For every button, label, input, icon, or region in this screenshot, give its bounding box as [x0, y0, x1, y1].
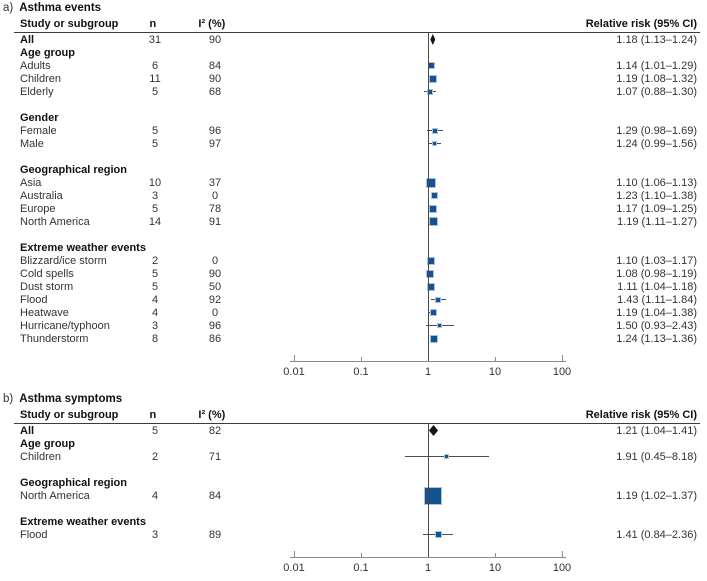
row-plot-cell	[255, 189, 595, 202]
row-n-value: 11	[149, 72, 161, 85]
row-label: Asia	[20, 176, 42, 189]
row-plot-cell	[255, 306, 595, 319]
row-plot-cell	[255, 437, 595, 450]
x-axis-tick-label: 0.1	[353, 366, 369, 378]
subgroup-header-row	[0, 111, 707, 124]
row-plot-cell	[255, 267, 595, 280]
subgroup-header-row	[0, 46, 707, 59]
panel-asthma-symptoms	[0, 391, 707, 581]
panel-title	[0, 391, 707, 407]
row-rr-text: 1.10 (1.06–1.13)	[616, 176, 697, 189]
row-plot-cell	[255, 463, 595, 476]
row-i2-value: 84	[208, 489, 222, 502]
row-label: All	[20, 424, 35, 437]
row-label: Blizzard/ice storm	[20, 254, 107, 267]
x-axis	[0, 541, 707, 581]
x-axis-tick-label: 10	[488, 366, 502, 378]
column-header-study: Study or subgroup	[20, 17, 119, 30]
row-plot-cell	[255, 176, 595, 189]
row-n-value: 5	[151, 85, 159, 98]
forest-row	[0, 528, 707, 541]
column-header-n: n	[149, 408, 157, 421]
summary-diamond-marker	[429, 425, 438, 436]
forest-row	[0, 293, 707, 306]
row-plot-cell	[255, 124, 595, 137]
weight-square-marker	[444, 454, 449, 459]
weight-square-marker	[429, 217, 438, 226]
row-label: Australia	[20, 189, 63, 202]
row-plot-cell	[255, 85, 595, 98]
subgroup-header-row	[0, 163, 707, 176]
forest-row	[0, 85, 707, 98]
forest-row	[0, 189, 707, 202]
row-plot-cell	[255, 515, 595, 528]
row-n-value: 5	[151, 280, 159, 293]
row-plot-cell	[255, 528, 595, 541]
row-plot-cell	[255, 228, 595, 241]
row-i2-value: 96	[208, 319, 222, 332]
row-label: Extreme weather events	[20, 515, 146, 528]
row-rr-text: 1.18 (1.13–1.24)	[616, 33, 697, 46]
row-rr-text: 1.24 (1.13–1.36)	[616, 332, 697, 345]
row-n-value: 2	[151, 450, 159, 463]
row-plot-cell	[255, 33, 595, 46]
row-i2-value: 82	[208, 424, 222, 437]
row-n-value: 3	[151, 319, 159, 332]
row-rr-text: 1.14 (1.01–1.29)	[616, 59, 697, 72]
row-i2-value: 96	[208, 124, 222, 137]
panel-body	[0, 33, 707, 385]
row-label: Children	[20, 72, 61, 85]
subgroup-header-row	[0, 476, 707, 489]
row-plot-cell	[255, 254, 595, 267]
panel-title-text: Asthma symptoms	[19, 393, 123, 405]
row-i2-value: 90	[208, 267, 222, 280]
subgroup-header-row	[0, 241, 707, 254]
row-plot-cell	[255, 215, 595, 228]
row-n-value: 4	[151, 489, 159, 502]
row-plot-cell	[255, 202, 595, 215]
x-axis-tick	[294, 355, 295, 361]
row-label: Dust storm	[20, 280, 74, 293]
row-i2-value: 0	[211, 306, 219, 319]
forest-row	[0, 280, 707, 293]
panel-title	[0, 0, 707, 16]
row-label: Extreme weather events	[20, 241, 146, 254]
forest-row	[0, 267, 707, 280]
row-plot-cell	[255, 241, 595, 254]
column-header-row	[0, 407, 707, 422]
forest-row	[0, 137, 707, 150]
forest-row	[0, 176, 707, 189]
row-label: Heatwave	[20, 306, 69, 319]
weight-square-marker	[437, 323, 442, 328]
row-n-value: 10	[148, 176, 162, 189]
weight-square-marker	[428, 62, 435, 69]
row-rr-text: 1.21 (1.04–1.41)	[616, 424, 697, 437]
row-label: North America	[20, 215, 90, 228]
row-rr-text: 1.19 (1.02–1.37)	[616, 489, 697, 502]
row-i2-value: 90	[208, 33, 222, 46]
forest-row	[0, 319, 707, 332]
row-rr-text: 1.29 (0.98–1.69)	[616, 124, 697, 137]
row-label: Geographical region	[20, 476, 127, 489]
row-label: Male	[20, 137, 44, 150]
forest-row	[0, 72, 707, 85]
x-axis-tick-label: 100	[552, 366, 572, 378]
spacer-row	[0, 150, 707, 163]
row-label: Children	[20, 450, 61, 463]
row-n-value: 5	[151, 267, 159, 280]
x-axis-tick-label: 1	[424, 366, 432, 378]
panel-letter: a)	[3, 2, 14, 14]
subgroup-header-row	[0, 437, 707, 450]
row-i2-value: 50	[208, 280, 222, 293]
column-header-rr: Relative risk (95% CI)	[585, 408, 697, 421]
row-i2-value: 97	[208, 137, 222, 150]
row-n-value: 3	[151, 189, 159, 202]
x-axis-tick-label: 10	[488, 562, 502, 574]
forest-row	[0, 306, 707, 319]
row-label: Elderly	[20, 85, 54, 98]
row-i2-value: 89	[208, 528, 222, 541]
weight-square-marker	[435, 297, 441, 303]
row-rr-text: 1.23 (1.10–1.38)	[616, 189, 697, 202]
row-i2-value: 78	[208, 202, 222, 215]
forest-row	[0, 59, 707, 72]
spacer-row	[0, 463, 707, 476]
row-label: Adults	[20, 59, 51, 72]
weight-square-marker	[432, 128, 438, 134]
column-header-i2: I² (%)	[198, 17, 226, 30]
row-rr-text: 1.07 (0.88–1.30)	[616, 85, 697, 98]
column-header-rr: Relative risk (95% CI)	[585, 17, 697, 30]
forest-row	[0, 33, 707, 46]
row-plot-cell	[255, 424, 595, 437]
row-n-value: 5	[151, 424, 159, 437]
row-rr-text: 1.11 (1.04–1.18)	[617, 280, 697, 293]
row-rr-text: 1.91 (0.45–8.18)	[616, 450, 697, 463]
row-i2-value: 71	[208, 450, 222, 463]
x-axis-tick	[294, 551, 295, 557]
row-rr-text: 1.41 (0.84–2.36)	[616, 528, 697, 541]
forest-row	[0, 424, 707, 437]
forest-row	[0, 124, 707, 137]
row-i2-value: 68	[208, 85, 222, 98]
row-i2-value: 92	[208, 293, 222, 306]
forest-row	[0, 450, 707, 463]
summary-diamond-marker	[430, 34, 435, 45]
x-axis-tick	[361, 357, 362, 361]
row-label: North America	[20, 489, 90, 502]
row-label: Gender	[20, 111, 59, 124]
row-i2-value: 0	[211, 189, 219, 202]
weight-square-marker	[435, 531, 442, 538]
row-rr-text: 1.50 (0.93–2.43)	[616, 319, 697, 332]
row-plot-cell	[255, 98, 595, 111]
x-axis-tick	[361, 553, 362, 557]
row-rr-text: 1.19 (1.08–1.32)	[616, 72, 697, 85]
row-plot-cell	[255, 502, 595, 515]
row-n-value: 31	[148, 33, 162, 46]
spacer-row	[0, 98, 707, 111]
row-n-value: 3	[151, 528, 159, 541]
column-header-plot-spacer	[251, 17, 586, 30]
x-axis-tick-label: 0.1	[353, 562, 369, 574]
row-plot-cell	[255, 319, 595, 332]
weight-square-marker	[430, 335, 438, 343]
row-i2-value: 86	[208, 332, 222, 345]
x-axis-tick	[495, 553, 496, 557]
row-rr-text: 1.10 (1.03–1.17)	[616, 254, 697, 267]
row-plot-cell	[255, 489, 595, 502]
x-axis-tick-label: 1	[424, 562, 432, 574]
row-label: Female	[20, 124, 57, 137]
row-label: Age group	[20, 437, 75, 450]
x-axis-tick	[562, 551, 563, 557]
row-label: Age group	[20, 46, 75, 59]
forest-row	[0, 254, 707, 267]
subgroup-header-row	[0, 515, 707, 528]
weight-square-marker	[429, 75, 437, 83]
spacer-row	[0, 228, 707, 241]
row-i2-value: 37	[208, 176, 222, 189]
x-axis	[0, 345, 707, 385]
row-plot-cell	[255, 332, 595, 345]
forest-row	[0, 202, 707, 215]
row-label: Flood	[20, 293, 48, 306]
row-rr-text: 1.19 (1.11–1.27)	[617, 215, 697, 228]
row-plot-cell	[255, 46, 595, 59]
row-rr-text: 1.17 (1.09–1.25)	[616, 202, 697, 215]
spacer-row	[0, 502, 707, 515]
row-rr-text: 1.24 (0.99–1.56)	[616, 137, 697, 150]
reference-line-rr1	[428, 33, 429, 361]
row-plot-cell	[255, 137, 595, 150]
row-n-value: 4	[151, 293, 159, 306]
weight-square-marker	[432, 141, 437, 146]
x-axis-line	[290, 557, 566, 558]
x-axis-tick	[562, 355, 563, 361]
row-label: Thunderstorm	[20, 332, 89, 345]
x-axis-tick	[495, 357, 496, 361]
row-label: Geographical region	[20, 163, 127, 176]
row-plot-cell	[255, 163, 595, 176]
row-rr-text: 1.19 (1.04–1.38)	[616, 306, 697, 319]
row-label: Flood	[20, 528, 48, 541]
row-n-value: 4	[151, 306, 159, 319]
x-axis-tick-label: 0.01	[283, 366, 305, 378]
row-n-value: 8	[151, 332, 159, 345]
x-axis-tick-label: 0.01	[283, 562, 305, 574]
row-plot-cell	[255, 150, 595, 163]
row-i2-value: 91	[208, 215, 222, 228]
x-axis-tick-label: 100	[552, 562, 572, 574]
forest-row	[0, 215, 707, 228]
panel-body	[0, 424, 707, 581]
row-label: Europe	[20, 202, 56, 215]
row-n-value: 6	[151, 59, 159, 72]
row-n-value: 14	[148, 215, 162, 228]
forest-row	[0, 489, 707, 502]
row-n-value: 2	[151, 254, 159, 267]
row-label: All	[20, 33, 35, 46]
row-n-value: 5	[151, 202, 159, 215]
weight-square-marker	[431, 192, 438, 199]
row-rr-text: 1.43 (1.11–1.84)	[617, 293, 697, 306]
column-header-plot-spacer	[251, 408, 586, 421]
row-n-value: 5	[151, 137, 159, 150]
weight-square-marker	[430, 309, 437, 316]
row-n-value: 5	[151, 124, 159, 137]
row-rr-text: 1.08 (0.98–1.19)	[616, 267, 697, 280]
column-header-n: n	[149, 17, 157, 30]
row-label: Hurricane/typhoon	[20, 319, 110, 332]
row-plot-cell	[255, 59, 595, 72]
column-header-row	[0, 16, 707, 31]
reference-line-rr1	[428, 424, 429, 557]
weight-square-marker	[429, 205, 437, 213]
forest-row	[0, 332, 707, 345]
row-label: Cold spells	[20, 267, 74, 280]
row-plot-cell	[255, 450, 595, 463]
row-i2-value: 0	[211, 254, 219, 267]
panel-letter: b)	[3, 393, 14, 405]
x-axis-line	[290, 361, 566, 362]
column-header-study: Study or subgroup	[20, 408, 119, 421]
row-i2-value: 90	[208, 72, 222, 85]
row-i2-value: 84	[208, 59, 222, 72]
row-plot-cell	[255, 72, 595, 85]
panel-title-text: Asthma events	[19, 2, 102, 14]
row-plot-cell	[255, 280, 595, 293]
column-header-i2: I² (%)	[198, 408, 226, 421]
row-plot-cell	[255, 293, 595, 306]
row-plot-cell	[255, 111, 595, 124]
